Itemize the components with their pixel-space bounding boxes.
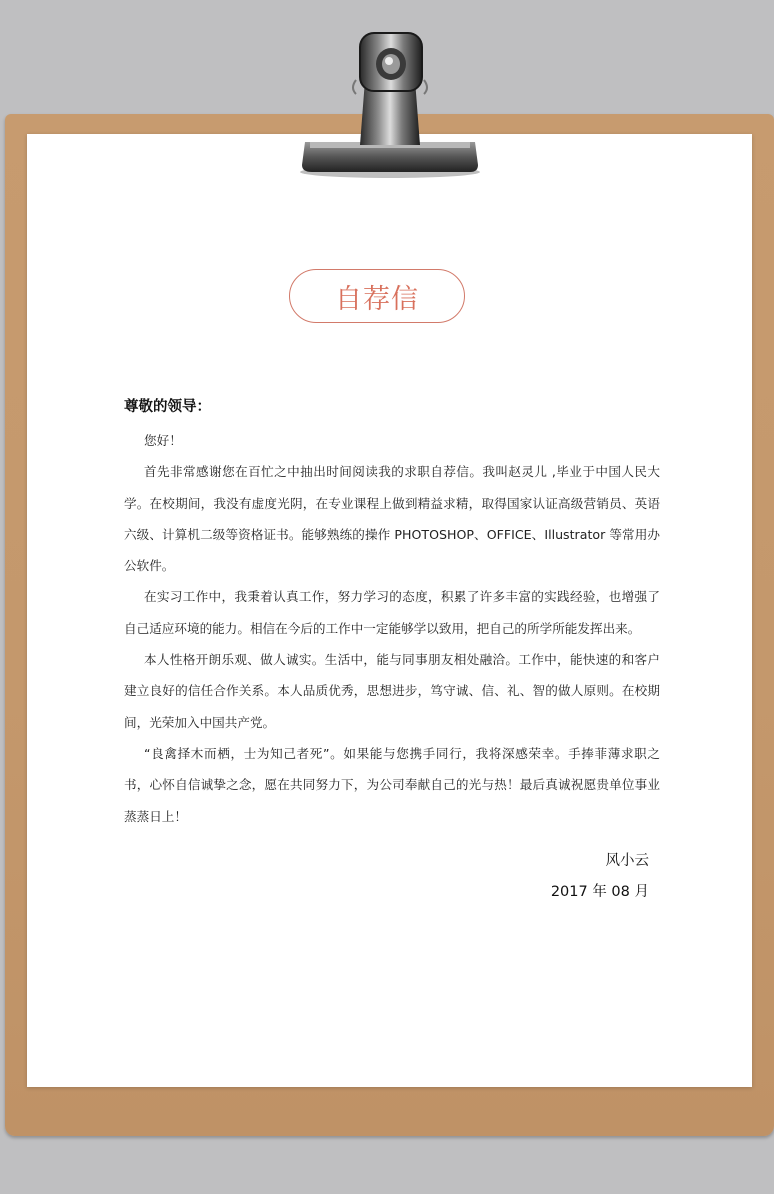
letter-title-text: 自荐信 [335,283,419,315]
signature-block [551,846,649,908]
signature-date: 2017 年 08 月 [550,884,649,900]
paragraph-1: 首先非常感谢您在百忙之中抽出时间阅读我的求职自荐信。我叫赵灵儿 ,毕业于中国人民大学。在校期间，我没有虚度光阴，在专业课程上做到精益求精，取得国家认证高级营销员、英语六级、计算机二级等资格证书。能够熟练的操作 PHOTOSHOP、OFFICE、Illustrator 等常用办公软件。 [124,464,660,574]
signature-name: 风小云 [605,853,649,869]
letter-title [289,269,465,323]
greeting: 您好！ [144,433,182,448]
paragraph-4: “良禽择木而栖，士为知己者死”。如果能与您携手同行，我将深感荣幸。手捧菲薄求职之书，心怀自信诚挚之念，愿在共同努力下，为公司奉献自己的光与热！最后真诚祝愿贵单位事业蒸蒸日上！ [124,745,660,824]
letter-body [124,425,660,832]
paragraph-3: 本人性格开朗乐观、做人诚实。生活中，能与同事朋友相处融洽。工作中，能快速的和客户建立良好的信任合作关系。本人品质优秀，思想进步，笃守诚、信、礼、智的做人原则。在校期间，光荣加入中国共产党。 [124,652,660,730]
salutation: 尊敬的领导： [124,399,211,415]
paragraph-2: 在实习工作中，我秉着认真工作，努力学习的态度，积累了许多丰富的实践经验，也增强了自己适应环境的能力。相信在今后的工作中一定能够学以致用，把自己的所学所能发挥出来。 [124,589,660,636]
